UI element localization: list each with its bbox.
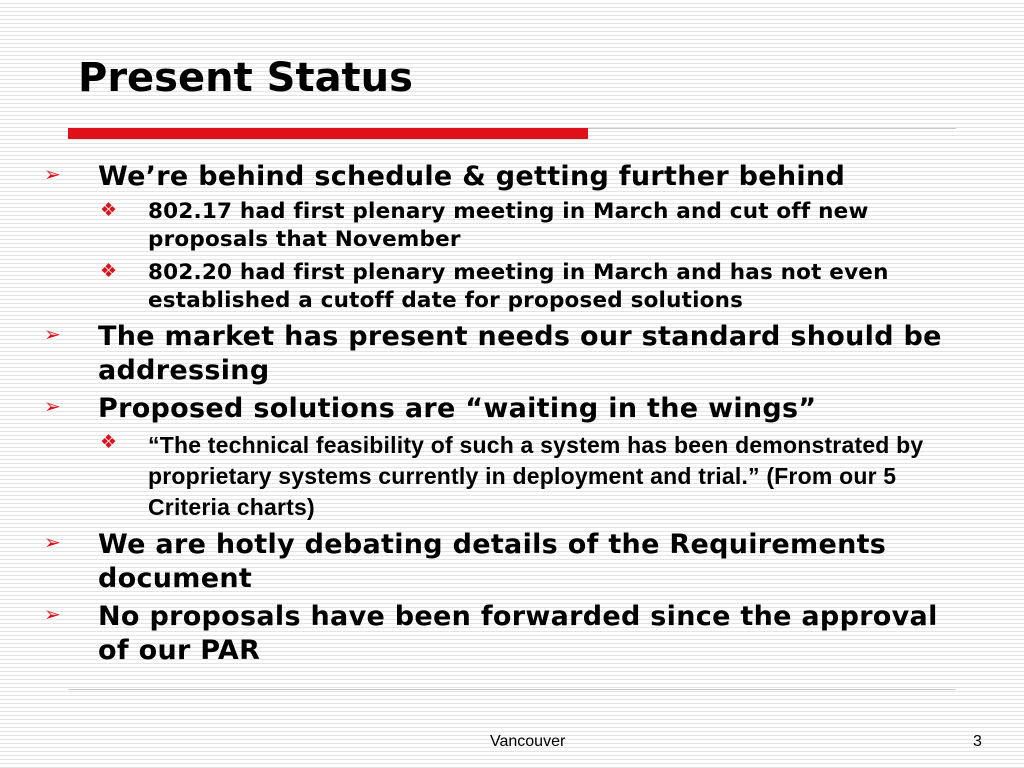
bullet-item <box>44 320 956 388</box>
sub-bullet-item <box>44 430 956 523</box>
arrow-bullet-icon: ➢ <box>44 322 61 346</box>
bullet-item <box>44 600 956 668</box>
bullet-item <box>44 392 956 426</box>
footer-location: Vancouver <box>490 733 566 750</box>
page-number: 3 <box>973 733 982 750</box>
sub-bullet-item <box>44 198 956 254</box>
sub-bullet-text: “The technical feasibility of such a system has been demonstrated by proprietary systems currently in deployment and trial.” (From our 5 Criteria charts) <box>148 432 924 520</box>
bullet-text: The market has present needs our standard should be addressing <box>98 321 942 386</box>
sub-bullet-text: 802.17 had first plenary meeting in March and cut off new proposals that November <box>148 199 869 252</box>
title-divider-line <box>588 128 956 129</box>
footer-divider-line <box>68 689 956 690</box>
diamond-bullet-icon: ❖ <box>100 431 118 453</box>
bullet-item <box>44 160 956 194</box>
diamond-bullet-icon: ❖ <box>100 199 118 221</box>
bullet-list <box>44 160 956 672</box>
slide-title: Present Status <box>78 55 413 101</box>
arrow-bullet-icon: ➢ <box>44 602 61 626</box>
sub-bullet-item <box>44 259 956 315</box>
title-accent-bar <box>68 128 588 139</box>
arrow-bullet-icon: ➢ <box>44 530 61 554</box>
arrow-bullet-icon: ➢ <box>44 394 61 418</box>
bullet-item <box>44 528 956 596</box>
bullet-text: We’re behind schedule & getting further behind <box>98 161 846 192</box>
bullet-text: No proposals have been forwarded since the approval of our PAR <box>98 601 938 666</box>
sub-bullet-text: 802.20 had first plenary meeting in March and has not even established a cutoff date for proposed solutions <box>148 260 889 313</box>
bullet-text: Proposed solutions are “waiting in the wings” <box>98 393 817 424</box>
arrow-bullet-icon: ➢ <box>44 162 61 186</box>
diamond-bullet-icon: ❖ <box>100 260 118 282</box>
bullet-text: We are hotly debating details of the Requirements document <box>98 529 887 594</box>
